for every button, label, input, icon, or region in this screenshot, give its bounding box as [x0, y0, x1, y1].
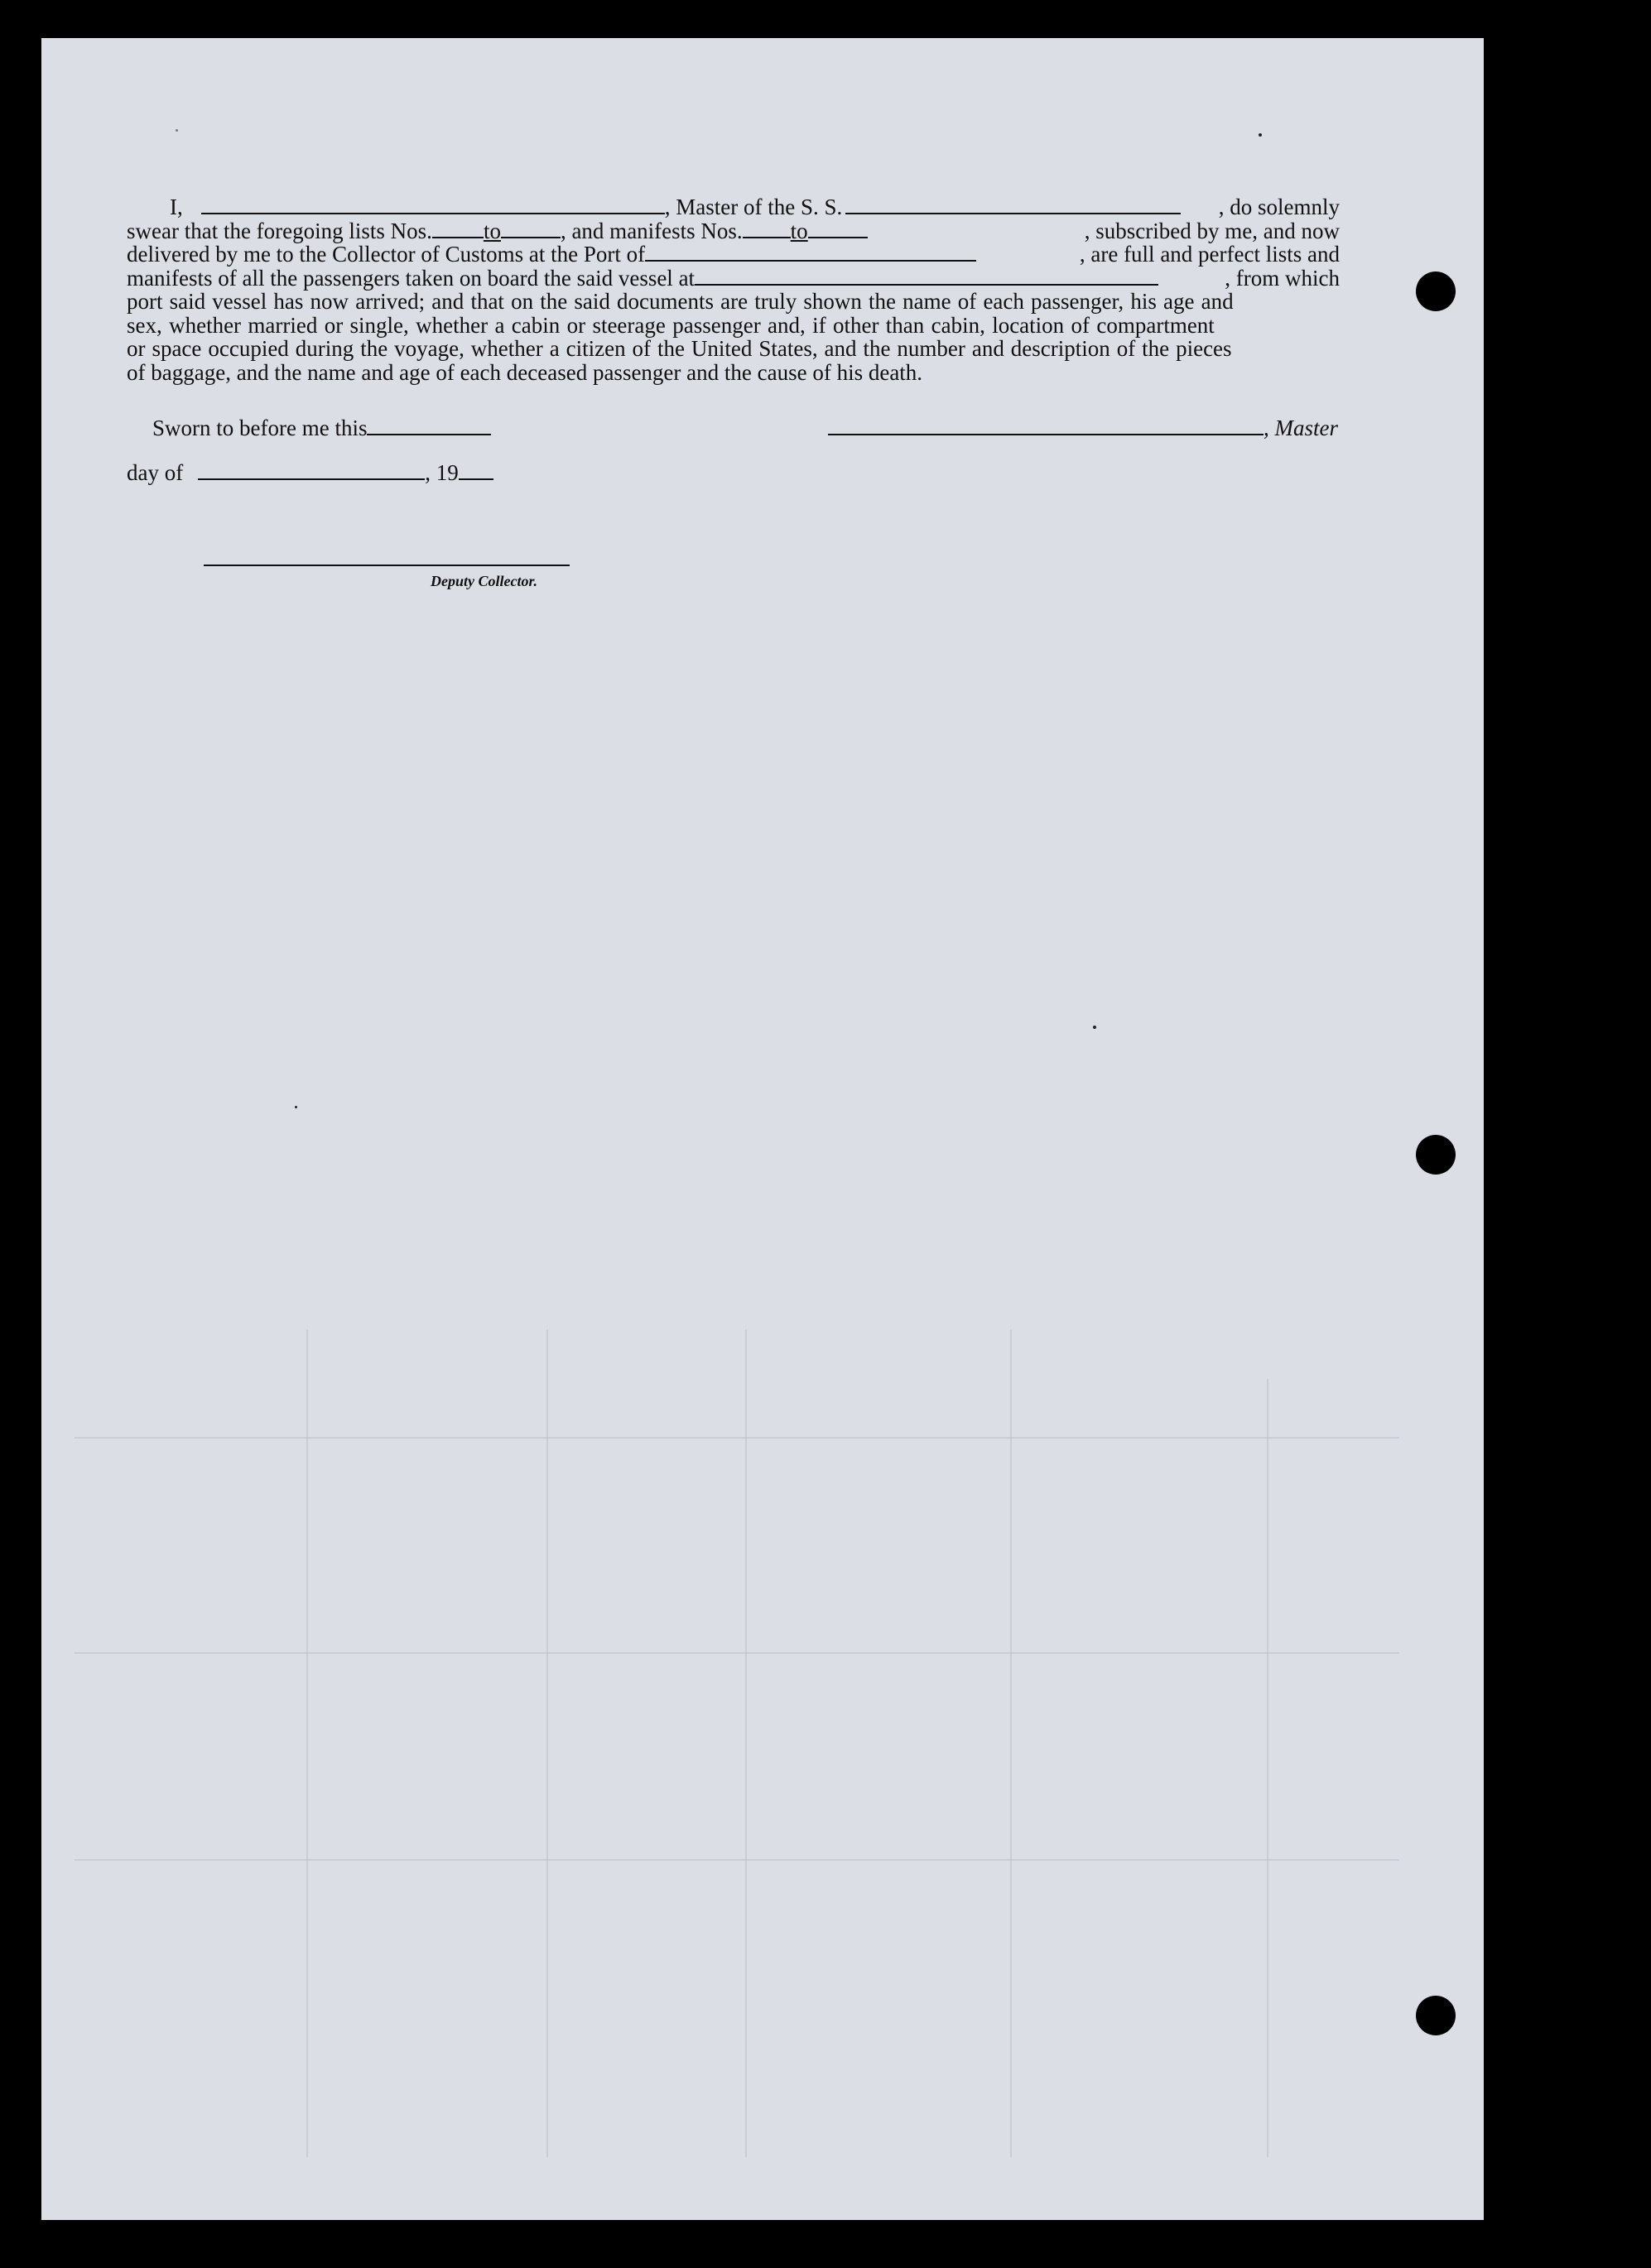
oath-text: , from which: [1225, 265, 1340, 291]
oath-paragraph: [127, 195, 1340, 384]
ghost-rule: [546, 1329, 548, 2157]
oath-line-5: [127, 290, 1340, 314]
deputy-signature-line: [204, 565, 570, 566]
month-blank: [198, 464, 425, 480]
oath-line-1: [127, 195, 1340, 219]
port-blank: [645, 245, 976, 262]
oath-text: , and manifests Nos.: [560, 218, 743, 243]
oath-text: to: [483, 218, 501, 243]
ghost-rule: [75, 1652, 1399, 1654]
ghost-rule: [745, 1329, 747, 2157]
master-name-blank: [201, 198, 665, 214]
day-of-label: day of: [127, 460, 184, 485]
oath-text: , subscribed by me, and now: [1084, 218, 1340, 243]
oath-text: , Master of the S. S.: [664, 195, 843, 219]
year-prefix: , 19: [425, 460, 459, 485]
sworn-day-blank: [367, 419, 491, 435]
form-page: [41, 38, 1484, 2220]
oath-text: or space occupied during the voyage, whether a citizen of the United States, and the number and description of the pieces: [127, 336, 1232, 361]
punch-hole: [1416, 271, 1456, 311]
oath-text: delivered by me to the Collector of Customs at the Port of: [127, 242, 646, 267]
oath-text: to: [790, 218, 808, 243]
ghost-rule: [306, 1329, 308, 2157]
ghost-rule: [75, 1859, 1399, 1861]
master-label: , Master: [1264, 416, 1338, 440]
oath-text: port said vessel has now arrived; and that on the said documents are truly shown the name of each passenger, his age and: [127, 289, 1234, 314]
day-of-row: [127, 460, 493, 486]
oath-line-6: [127, 314, 1340, 338]
lists-to-blank: [501, 222, 561, 238]
ship-name-blank: [845, 198, 1181, 214]
sworn-row: [152, 416, 491, 441]
oath-line-3: [127, 243, 1340, 267]
oath-text: of baggage, and the name and age of each deceased passenger and the cause of his death.: [127, 359, 923, 385]
oath-text: sex, whether married or single, whether a cabin or steerage passenger and, if other than cabin, location of compartment: [127, 312, 1215, 338]
master-signature-row: [828, 416, 1338, 441]
ghost-rule: [1267, 1379, 1268, 2157]
oath-text: , do solemnly: [1218, 195, 1340, 219]
deputy-collector-label: Deputy Collector.: [431, 573, 537, 589]
punch-hole: [1416, 1996, 1456, 2035]
oath-text: swear that the foregoing lists Nos.: [127, 218, 432, 243]
oath-line-7: [127, 337, 1340, 361]
sworn-label: Sworn to before me this: [152, 416, 368, 440]
manifests-from-blank: [743, 222, 791, 238]
year-blank: [459, 464, 493, 480]
master-signature-blank: [828, 419, 1264, 435]
lists-from-blank: [432, 222, 484, 238]
ghost-rule: [75, 1437, 1399, 1439]
manifests-to-blank: [808, 222, 868, 238]
oath-text: , are full and perfect lists and: [1079, 242, 1340, 267]
departure-port-blank: [695, 269, 1158, 286]
ghost-rule: [1010, 1329, 1012, 2157]
oath-text: manifests of all the passengers taken on board the said vessel at: [127, 265, 696, 291]
oath-text: I,: [170, 195, 183, 219]
oath-line-2: [127, 219, 1340, 243]
punch-hole: [1416, 1135, 1456, 1175]
oath-line-4: [127, 267, 1340, 291]
oath-line-8: [127, 361, 1340, 385]
